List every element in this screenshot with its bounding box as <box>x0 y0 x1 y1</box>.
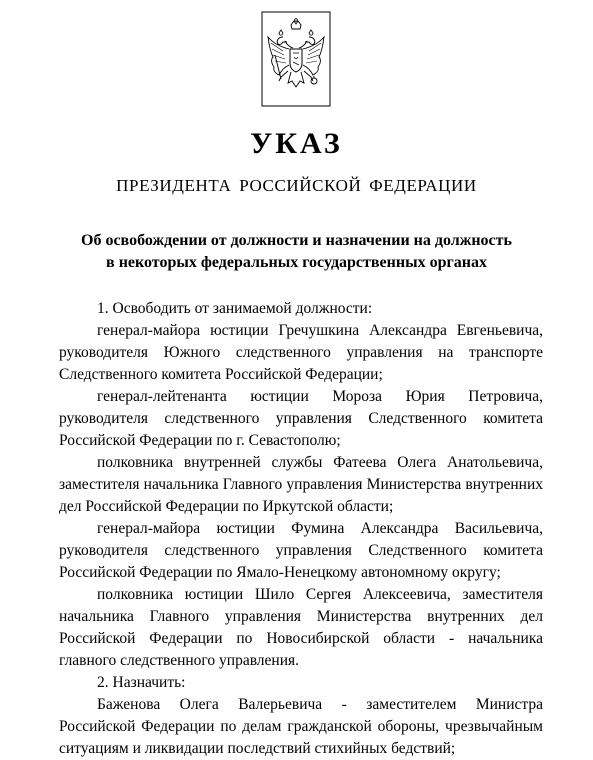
double-headed-eagle-icon <box>261 11 331 107</box>
paragraph: Баженова Олега Валерьевича - заместителем Министра Российской Федерации по делам гражданской обороны, чрезвычайным ситуациям и ликвидации последствий стихийных бедствий; <box>59 696 543 757</box>
decree-heading <box>60 230 533 274</box>
paragraph: генерал-лейтенанта юстиции Мороза Юрия Петровича, руководителя следственного управления Следственного комитета Российской Федерации по г. Севастополю; <box>59 388 543 449</box>
decree-heading-line: Об освобождении от должности и назначении на должность <box>81 232 512 249</box>
paragraph: 2. Назначить: <box>97 674 186 691</box>
paragraph: генерал-майора юстиции Фумина Александра Васильевича, руководителя следственного управления Следственного комитета Российской Федерации по Ямало-Ненецкому автономному округу; <box>59 520 543 581</box>
document-title: УКАЗ <box>250 127 343 160</box>
decree-heading-line: в некоторых федеральных государственных органах <box>106 254 487 271</box>
paragraph: 1. Освободить от занимаемой должности: <box>97 300 373 317</box>
state-emblem <box>261 11 331 107</box>
paragraph: генерал-майора юстиции Гречушкина Александра Евгеньевича, руководителя Южного следственного управления на транспорте Следственного комитета Российской Федерации; <box>59 322 543 383</box>
document-subtitle: ПРЕЗИДЕНТА РОССИЙСКОЙ ФЕДЕРАЦИИ <box>116 176 477 195</box>
paragraph: полковника юстиции Шило Сергея Алексеевича, заместителя начальника Главного управления Министерства внутренних дел Российской Федерации по Новосибирской области - начальника главного следственного управления. <box>59 586 543 669</box>
decree-body <box>59 298 543 760</box>
paragraph: полковника внутренней службы Фатеева Олега Анатольевича, заместителя начальника Главного управления Министерства внутренних дел Российской Федерации по Иркутской области; <box>59 454 543 515</box>
